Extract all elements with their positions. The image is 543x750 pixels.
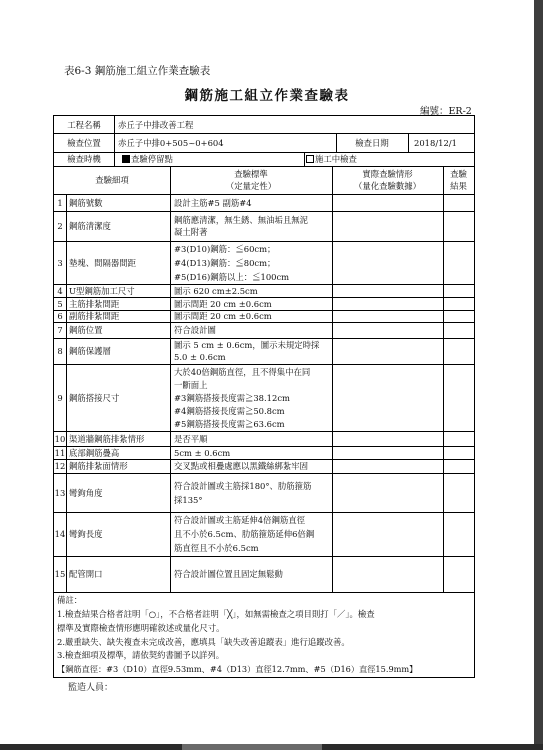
row-13-standard-line: 符合設計圖或主筋採180°、肋筋箍筋 [174, 481, 312, 491]
column-header-actual-sub: （量化查驗數據） [354, 181, 421, 191]
timing-option-stop-point[interactable]: 查驗停留點 [122, 153, 173, 165]
row-10-item: 渠道牆鋼筋排紮情形 [69, 434, 145, 444]
timing-label: 檢查時機 [67, 154, 101, 164]
row-8-number: 8 [57, 346, 63, 356]
notes-line: 3.檢查細項及標準，請依契約書圖予以詳列。 [57, 650, 225, 660]
row-3-standard-line: #3(D10)鋼筋：≦60cm； [174, 244, 276, 254]
notes-title: 備註： [57, 595, 83, 605]
row-12-item: 鋼筋排紮面情形 [69, 461, 128, 471]
row-12-number: 12 [54, 461, 66, 471]
row-9-item: 鋼筋搭接尺寸 [69, 393, 120, 403]
column-header-standard: 查驗標準 [234, 169, 268, 179]
supervisor-label: 監造人員： [68, 683, 114, 693]
row-10-standard: 是否平順 [174, 434, 208, 444]
row-2-standard-line: 凝土附著 [174, 227, 208, 237]
row-3-standard-line: #4(D13)鋼筋：≦80cm； [174, 258, 276, 268]
row-3-number: 3 [57, 258, 63, 268]
row-14-standard-line: 筋直徑且不小於6.5cm [174, 543, 259, 553]
row-7-item: 鋼筋位置 [69, 325, 103, 335]
column-header-actual: 實際查驗情形 [362, 169, 413, 179]
form-code: 編號：ER-2 [420, 106, 472, 117]
empty-box-icon [306, 155, 314, 163]
row-15-number: 15 [54, 569, 66, 579]
form-title: 鋼筋施工組立作業查驗表 [184, 88, 350, 104]
row-1-number: 1 [57, 198, 63, 208]
row-14-number: 14 [54, 529, 66, 539]
row-9-standard-line: 大於40倍鋼筋直徑，且不得集中在同 [174, 367, 311, 377]
row-5-standard: 圖示間距 20 cm ±0.6cm [174, 299, 272, 309]
row-8-standard-line: 5.0 ± 0.6cm [174, 352, 226, 362]
row-2-item: 鋼筋清潔度 [69, 221, 111, 231]
row-9-standard-line: #3鋼筋搭接長度需≧38.12cm [174, 393, 290, 403]
location-value: 赤丘子中排0+505~0+604 [118, 138, 224, 148]
row-14-standard-line: 且不小於6.5cm、肋筋箍筋延伸6倍鋼 [174, 529, 315, 539]
location-label: 檢查位置 [67, 138, 101, 148]
row-14-item: 彎鉤長度 [69, 529, 103, 539]
row-11-item: 底部鋼筋疊高 [69, 448, 120, 458]
row-13-number: 13 [54, 488, 66, 498]
notes-line: 1.檢查結果合格者註明「○」，不合格者註明「╳」，如無需檢查之項目則打「／」。檢查 [57, 609, 375, 619]
scrollbar-thumb[interactable] [182, 744, 322, 750]
row-5-item: 主筋排紮間距 [69, 299, 120, 309]
notes-line: 2.嚴重缺失、缺失複查未完成改善，應填具「缺失改善追蹤表」進行追蹤改善。 [57, 637, 350, 647]
vertical-scrollbar[interactable] [534, 0, 543, 750]
row-7-standard: 符合設計圖 [174, 325, 216, 335]
column-header-item: 查驗細項 [95, 175, 129, 185]
notes-line: 標準及實際檢查情形應明確敘述或量化尺寸。 [57, 623, 225, 633]
row-9-standard-line: #5鋼筋搭接長度需≧63.6cm [174, 419, 285, 429]
column-header-standard-sub: （定量定性） [225, 181, 277, 191]
row-15-item: 配管開口 [69, 569, 103, 579]
row-13-standard-line: 採135° [174, 495, 203, 505]
column-header-result: 查驗 [450, 169, 467, 179]
row-4-item: U型鋼筋加工尺寸 [69, 286, 135, 296]
column-header-result-sub: 結果 [450, 181, 467, 191]
row-3-standard-line: #5(D16)鋼筋以上：≦100cm [174, 272, 290, 282]
row-1-item: 鋼筋號數 [69, 198, 103, 208]
timing-option-in-construction[interactable]: 施工中檢查 [306, 153, 357, 165]
row-2-standard-line: 鋼筋應清潔，無生銹、無油垢且無泥 [174, 215, 308, 225]
project-name-value: 赤丘子中排改善工程 [118, 120, 194, 130]
row-3-item: 墊塊、間隔器間距 [69, 258, 136, 268]
row-12-standard: 交叉點或相疊處應以黑鐵絲綁紮牢固 [174, 461, 308, 471]
row-9-standard-line: #4鋼筋搭接長度需≧50.8cm [174, 406, 285, 416]
table-reference-label: 表6-3 鋼筋施工組立作業查驗表 [64, 65, 211, 77]
row-11-standard: 5cm ± 0.6cm [174, 448, 231, 458]
row-6-number: 6 [57, 311, 63, 321]
row-9-number: 9 [57, 393, 63, 403]
date-label: 檢查日期 [355, 138, 389, 148]
row-4-number: 4 [57, 286, 63, 296]
row-9-standard-line: 一斷面上 [174, 380, 208, 390]
inspection-table [53, 115, 475, 678]
project-name-label: 工程名稱 [67, 120, 101, 130]
row-1-standard: 設計主筋#5 副筋#4 [174, 198, 252, 208]
row-10-number: 10 [54, 434, 66, 444]
checked-box-icon [122, 155, 130, 163]
row-2-number: 2 [57, 221, 63, 231]
row-4-standard: 圖示 620 cm±2.5cm [174, 286, 258, 296]
row-14-standard-line: 符合設計圖或主筋延伸4倍鋼筋直徑 [174, 515, 305, 525]
row-8-item: 鋼筋保護層 [69, 346, 111, 356]
notes-rebar-diameters: 【鋼筋直徑：#3（D10）直徑9.53mm、#4（D13）直徑12.7mm、#5（D16）直徑15.9mm】 [57, 664, 418, 674]
row-6-item: 副筋排紮間距 [69, 311, 120, 321]
row-11-number: 11 [54, 448, 66, 458]
horizontal-scrollbar[interactable] [0, 744, 543, 750]
row-7-number: 7 [57, 325, 63, 335]
row-6-standard: 圖示間距 20 cm ±0.6cm [174, 311, 272, 321]
row-13-item: 彎鉤角度 [69, 488, 103, 498]
date-value: 2018/12/1 [414, 138, 457, 148]
row-8-standard-line: 圖示 5 cm ± 0.6cm，圖示未規定時採 [174, 340, 320, 350]
row-5-number: 5 [57, 299, 63, 309]
row-15-standard: 符合設計圖位置且固定無鬆動 [174, 569, 283, 579]
